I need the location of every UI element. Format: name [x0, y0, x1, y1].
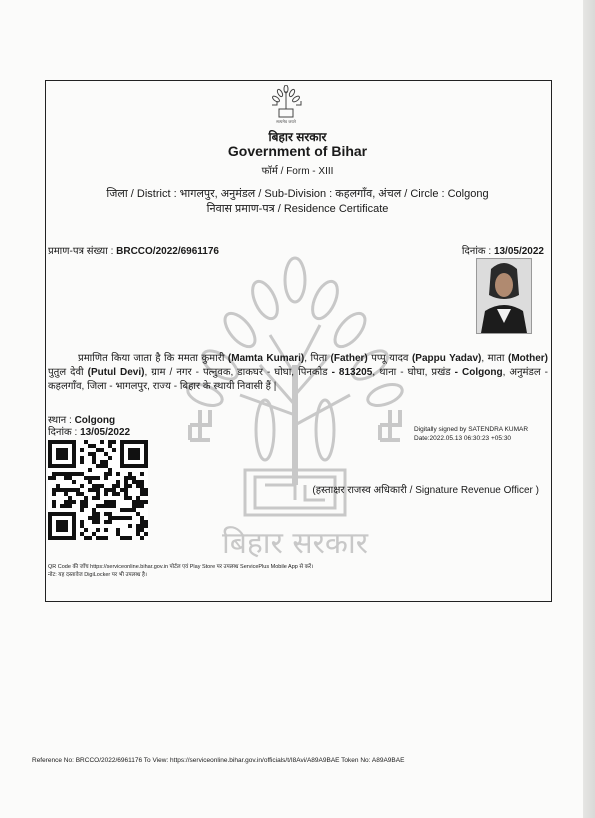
mother-label: (Mother): [508, 353, 548, 364]
certificate-number-value: BRCCO/2022/6961176: [116, 246, 219, 257]
body-text-5: पुतुल देवी: [48, 367, 88, 378]
digital-signature-name: Digitally signed by SATENDRA KUMAR: [414, 426, 529, 433]
hindi-government-title: बिहार सरकार: [268, 130, 327, 144]
block-name: - Colgong: [454, 367, 503, 378]
form-title: फॉर्म / Form - XIII: [261, 166, 334, 177]
qr-code-icon[interactable]: [48, 440, 148, 540]
body-text-6: , ग्राम / नगर - पत्नुवक, डाकघर - घोघा, पिनकोड: [144, 367, 332, 378]
father-label: (Father): [330, 353, 368, 364]
qr-note-line-1: QR Code की जाँच https://serviceonline.bihar.gov.in पोर्टल एवं Play Store पर उपलब्ध ServicePlus Mobile App से करें।: [48, 564, 314, 570]
certificate-number-label: प्रमाण-पत्र संख्या :: [48, 246, 114, 257]
place-label: स्थान :: [48, 415, 72, 426]
mother-name: (Putul Devi): [87, 367, 145, 378]
signature-officer: (हस्ताक्षर राजस्व अधिकारी / Signature Revenue Officer ): [312, 485, 539, 496]
place-value: Colgong: [74, 415, 116, 426]
body-text-4: , माता: [481, 353, 508, 364]
certificate-body: [48, 352, 548, 394]
digital-signature-date: Date:2022.05.13 06:30:23 +05:30: [414, 435, 512, 442]
body-text-7: , थाना - घोघा, प्रखंड: [372, 367, 455, 378]
pincode: - 813205: [331, 367, 373, 378]
body-text-1: प्रमाणित किया जाता है कि ममता कुमारी: [78, 353, 228, 364]
certificate-date: [462, 243, 544, 257]
reference-footer: Reference No: BRCCO/2022/6961176 To View: https://serviceonline.bihar.gov.in/officials/t/I8Avi/A89A9BAE Token No: A89A9BAE: [32, 757, 405, 764]
district-line: जिला / District : भागलपुर, अनुमंडल / Sub-Division : कहलगाँव, अंचल / Circle : Colgong: [106, 188, 489, 200]
watermark-text: बिहार सरकार: [221, 526, 369, 561]
paper-edge: [583, 0, 595, 818]
bihar-emblem-icon: [268, 85, 304, 125]
qr-note: [48, 563, 313, 579]
government-title: Government of Bihar: [227, 143, 368, 159]
emblem-text: सत्यमेव जयते: [276, 119, 296, 124]
father-name: (Pappu Yadav): [411, 353, 482, 364]
certificate-title: निवास प्रमाण-पत्र / Residence Certificate: [206, 203, 389, 215]
applicant-name: (Mamta Kumari): [227, 353, 305, 364]
issue-date-value: 13/05/2022: [80, 427, 131, 438]
body-text-8: , अनुमंडल - कहलगाँव, जिला - भागलपुर, राज्य - बिहार के स्थायी निवासी हैं |: [48, 367, 549, 392]
qr-note-line-2: नोट: यह दस्तावेज DigiLocker पर भी उपलब्ध है।: [48, 572, 147, 578]
person-photo-icon: [477, 259, 531, 333]
certificate-date-label: दिनांक :: [461, 246, 492, 257]
certificate-date-value: 13/05/2022: [493, 246, 544, 257]
body-text-2: , पिता: [304, 353, 331, 364]
certificate-number: [48, 243, 219, 257]
issue-date: [48, 424, 130, 438]
issue-date-label: दिनांक :: [48, 427, 78, 438]
body-text-3: पप्पू यादव: [367, 353, 412, 364]
applicant-photo: [476, 258, 532, 334]
digital-signature: [414, 425, 528, 443]
